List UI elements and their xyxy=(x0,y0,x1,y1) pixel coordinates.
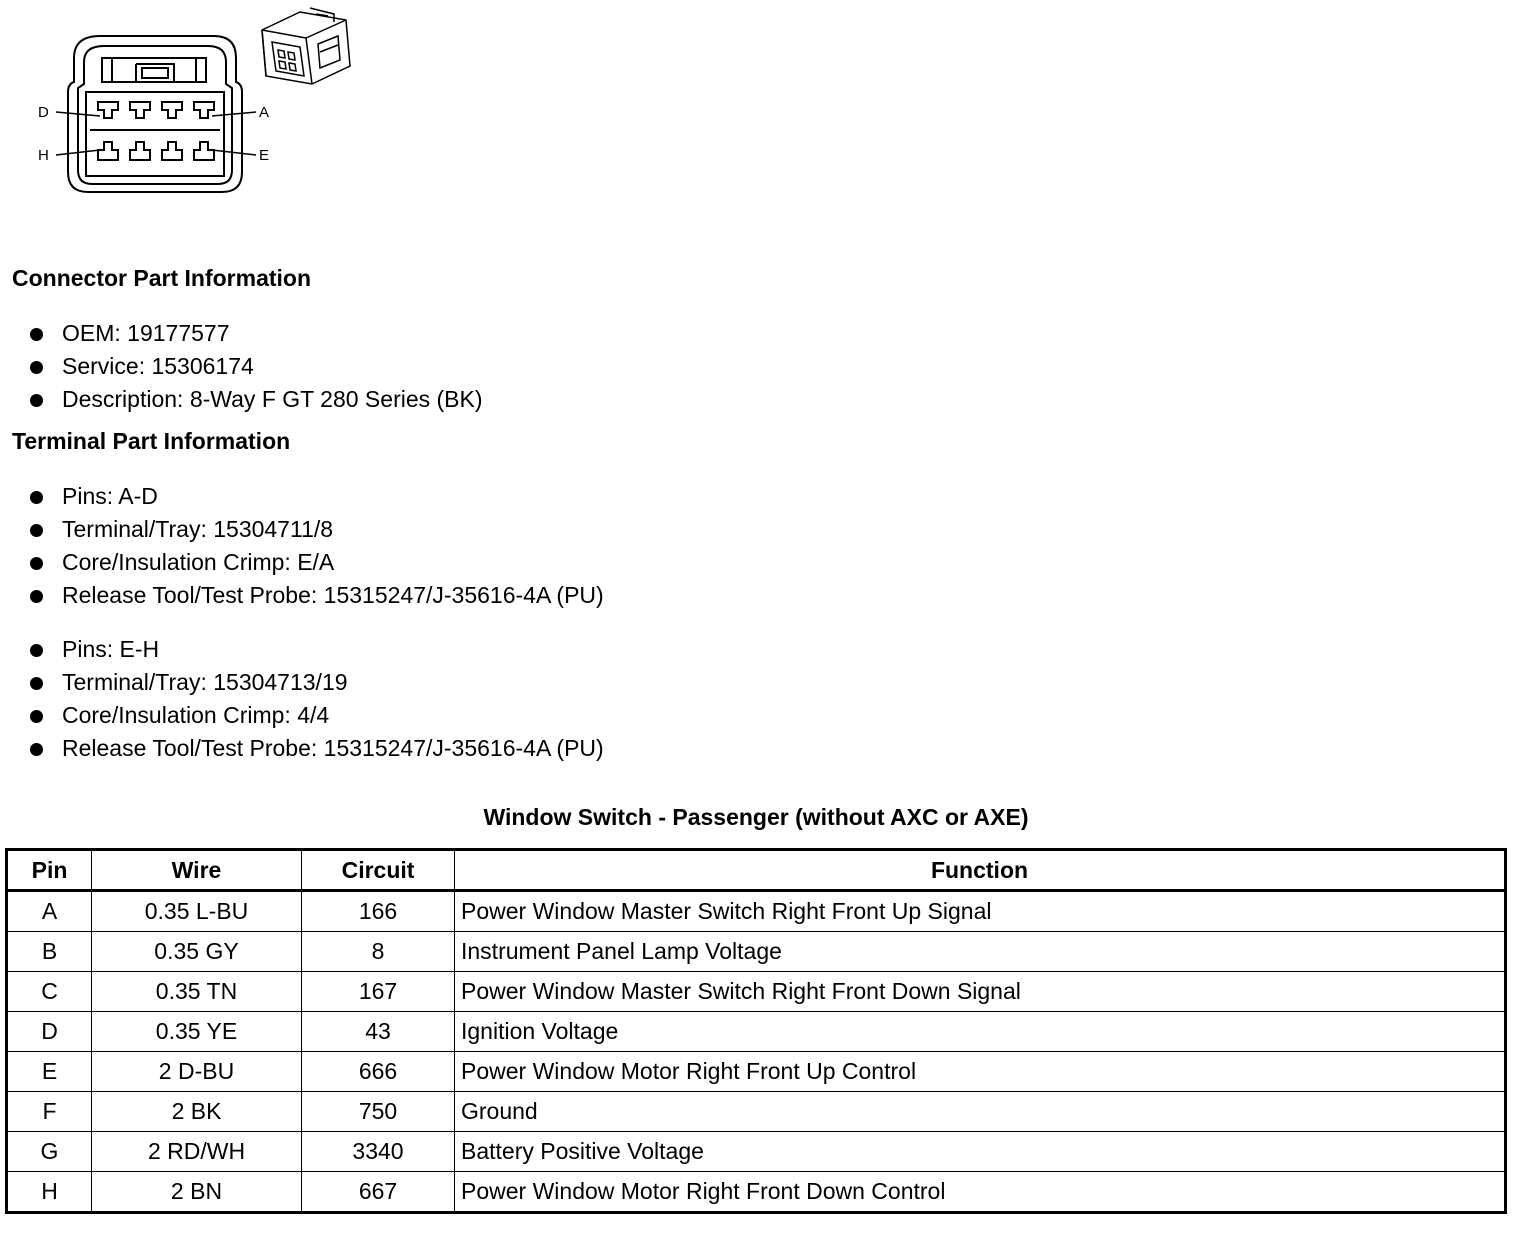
cell-pin: F xyxy=(7,1092,92,1132)
list-item-text: Terminal/Tray: 15304713/19 xyxy=(62,669,348,695)
cell-wire: 2 BN xyxy=(92,1172,302,1213)
list-item xyxy=(28,732,604,765)
list-item-text: Pins: A-D xyxy=(62,483,158,509)
table-header-row xyxy=(7,850,1506,891)
cell-wire: 2 BK xyxy=(92,1092,302,1132)
cell-function: Power Window Motor Right Front Up Control xyxy=(455,1052,1506,1092)
list-item xyxy=(28,546,604,579)
table-row xyxy=(7,891,1506,932)
cell-circuit: 667 xyxy=(302,1172,455,1213)
cell-circuit: 750 xyxy=(302,1092,455,1132)
column-header-wire: Wire xyxy=(92,850,302,891)
bullet-icon xyxy=(30,644,43,657)
cell-function: Ignition Voltage xyxy=(455,1012,1506,1052)
list-item-text: Description: 8-Way F GT 280 Series (BK) xyxy=(62,386,483,412)
bullet-icon xyxy=(30,710,43,723)
cell-pin: B xyxy=(7,932,92,972)
cell-pin: H xyxy=(7,1172,92,1213)
list-item-text: OEM: 19177577 xyxy=(62,320,230,346)
table-row xyxy=(7,932,1506,972)
list-item xyxy=(28,699,604,732)
cell-function: Ground xyxy=(455,1092,1506,1132)
cell-circuit: 166 xyxy=(302,891,455,932)
cell-function: Power Window Master Switch Right Front Down Signal xyxy=(455,972,1506,1012)
terminal-part-info-heading: Terminal Part Information xyxy=(12,428,291,454)
cell-circuit: 43 xyxy=(302,1012,455,1052)
table-row xyxy=(7,1132,1506,1172)
connector-part-info-list xyxy=(28,317,483,416)
cell-circuit: 167 xyxy=(302,972,455,1012)
list-item xyxy=(28,317,483,350)
cell-wire: 2 RD/WH xyxy=(92,1132,302,1172)
bullet-icon xyxy=(30,491,43,504)
list-item xyxy=(28,513,604,546)
cell-wire: 2 D-BU xyxy=(92,1052,302,1092)
pin-label-e: E xyxy=(259,147,270,164)
column-header-function: Function xyxy=(455,850,1506,891)
list-item xyxy=(28,633,604,666)
list-item-text: Service: 15306174 xyxy=(62,353,254,379)
table-row xyxy=(7,1012,1506,1052)
pin-label-h: H xyxy=(38,147,49,164)
column-header-pin: Pin xyxy=(7,850,92,891)
bullet-icon xyxy=(30,361,43,374)
list-item xyxy=(28,383,483,416)
table-row xyxy=(7,1052,1506,1092)
list-item-text: Pins: E-H xyxy=(62,636,160,662)
table-row xyxy=(7,1172,1506,1213)
list-item-text: Terminal/Tray: 15304711/8 xyxy=(62,516,334,542)
cell-pin: G xyxy=(7,1132,92,1172)
bullet-icon xyxy=(30,524,43,537)
pin-label-a: A xyxy=(259,104,270,121)
bullet-icon xyxy=(30,590,43,603)
cell-pin: E xyxy=(7,1052,92,1092)
cell-function: Instrument Panel Lamp Voltage xyxy=(455,932,1506,972)
table-row xyxy=(7,1092,1506,1132)
cell-wire: 0.35 L-BU xyxy=(92,891,302,932)
cell-circuit: 8 xyxy=(302,932,455,972)
terminal-part-info-list-pins-e-h xyxy=(28,633,604,765)
list-item-text: Core/Insulation Crimp: E/A xyxy=(62,549,335,575)
cell-circuit: 3340 xyxy=(302,1132,455,1172)
connector-face-diagram xyxy=(0,0,380,200)
list-item-text: Release Tool/Test Probe: 15315247/J-35616-4A (PU) xyxy=(62,735,604,761)
cell-function: Power Window Master Switch Right Front Up Signal xyxy=(455,891,1506,932)
cell-function: Battery Positive Voltage xyxy=(455,1132,1506,1172)
list-item xyxy=(28,666,604,699)
bullet-icon xyxy=(30,677,43,690)
list-item xyxy=(28,350,483,383)
cell-wire: 0.35 YE xyxy=(92,1012,302,1052)
bullet-icon xyxy=(30,743,43,756)
cell-pin: A xyxy=(7,891,92,932)
pin-label-d: D xyxy=(38,104,49,121)
list-item xyxy=(28,579,604,612)
cell-pin: D xyxy=(7,1012,92,1052)
cell-pin: C xyxy=(7,972,92,1012)
list-item-text: Release Tool/Test Probe: 15315247/J-35616-4A (PU) xyxy=(62,582,604,608)
terminal-part-info-list-pins-a-d xyxy=(28,480,604,612)
table-title: Window Switch - Passenger (without AXC or AXE) xyxy=(483,804,1029,830)
bullet-icon xyxy=(30,557,43,570)
cell-function: Power Window Motor Right Front Down Control xyxy=(455,1172,1506,1213)
cell-wire: 0.35 TN xyxy=(92,972,302,1012)
pin-out-table xyxy=(5,848,1507,1214)
connector-3d-icon xyxy=(262,8,350,84)
bullet-icon xyxy=(30,394,43,407)
list-item-text: Core/Insulation Crimp: 4/4 xyxy=(62,702,330,728)
cell-circuit: 666 xyxy=(302,1052,455,1092)
list-item xyxy=(28,480,604,513)
column-header-circuit: Circuit xyxy=(302,850,455,891)
bullet-icon xyxy=(30,328,43,341)
table-row xyxy=(7,972,1506,1012)
cell-wire: 0.35 GY xyxy=(92,932,302,972)
connector-part-info-heading: Connector Part Information xyxy=(12,265,312,291)
